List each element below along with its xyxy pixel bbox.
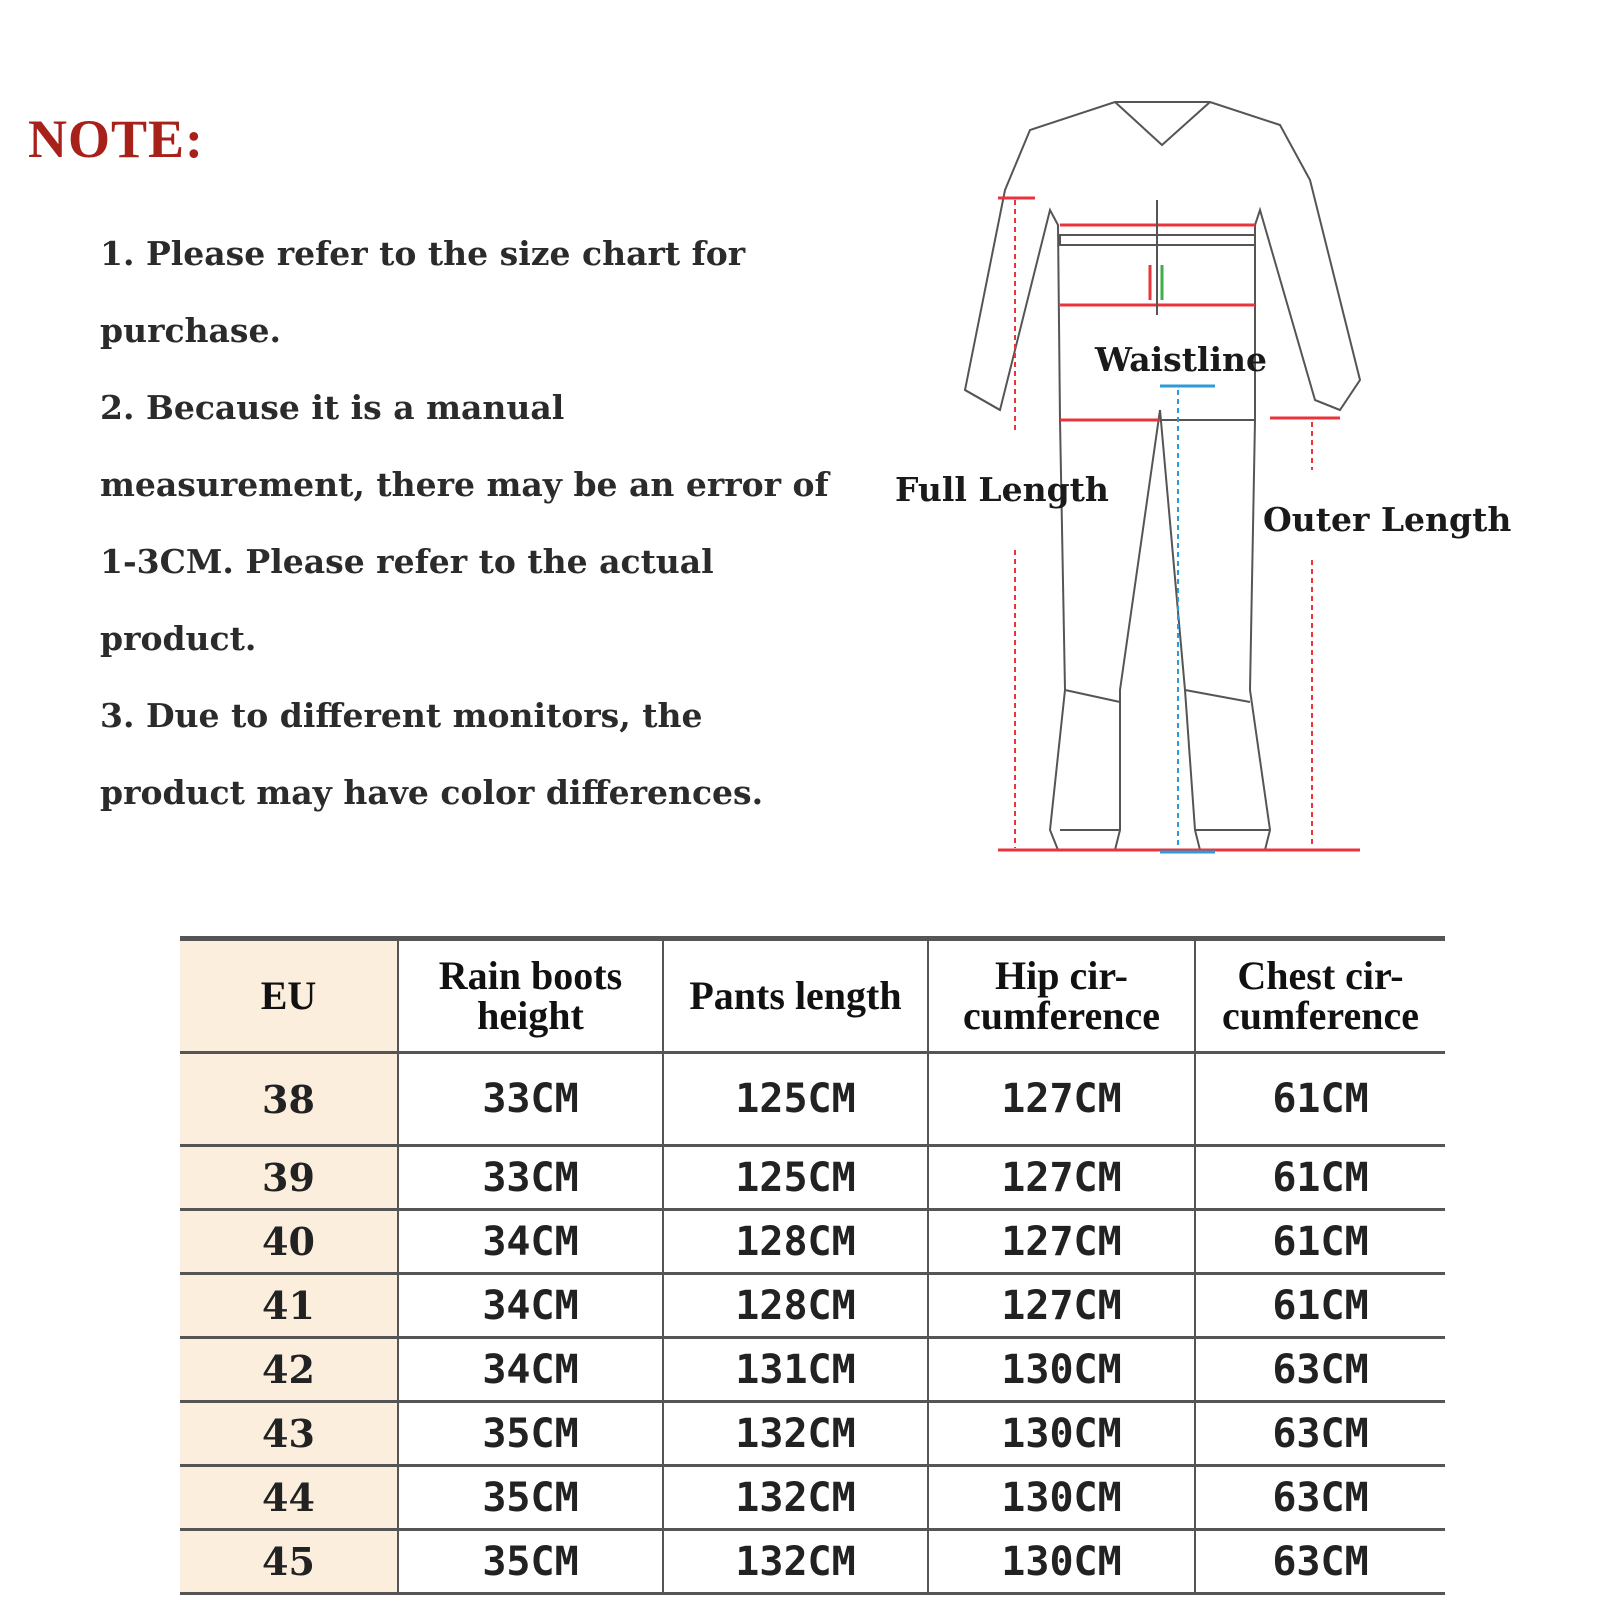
table-row: [180, 1053, 1445, 1146]
size-chart-table: [180, 936, 1445, 1595]
cell-pants: 128CM: [663, 1274, 928, 1338]
cell-chest: 63CM: [1195, 1530, 1445, 1594]
cell-hip: 130CM: [928, 1466, 1195, 1530]
note-title: NOTE:: [28, 109, 205, 169]
cell-hip: 130CM: [928, 1530, 1195, 1594]
cell-pants: 125CM: [663, 1053, 928, 1146]
header-pants-length: Pants length: [663, 939, 928, 1053]
cell-hip: 130CM: [928, 1402, 1195, 1466]
cell-chest: 63CM: [1195, 1466, 1445, 1530]
outer-length-label: Outer Length: [1263, 500, 1512, 539]
cell-eu: 43: [180, 1402, 398, 1466]
note-list: [100, 215, 840, 831]
table-row: [180, 1338, 1445, 1402]
cell-eu: 40: [180, 1210, 398, 1274]
cell-hip: 127CM: [928, 1274, 1195, 1338]
cell-chest: 61CM: [1195, 1274, 1445, 1338]
cell-pants: 132CM: [663, 1530, 928, 1594]
table-header-row: [180, 939, 1445, 1053]
cell-eu: 44: [180, 1466, 398, 1530]
cell-boots: 35CM: [398, 1530, 663, 1594]
note-item-2: 2. Because it is a manual measurement, there may be an error of 1-3CM. Please refer to the actual product.: [100, 388, 829, 658]
full-length-label: Full Length: [895, 470, 1109, 509]
cell-boots: 33CM: [398, 1146, 663, 1210]
cell-chest: 63CM: [1195, 1402, 1445, 1466]
table-row: [180, 1210, 1445, 1274]
cell-boots: 34CM: [398, 1338, 663, 1402]
cell-boots: 34CM: [398, 1210, 663, 1274]
cell-hip: 130CM: [928, 1338, 1195, 1402]
table-row: [180, 1146, 1445, 1210]
cell-eu: 38: [180, 1053, 398, 1146]
cell-eu: 39: [180, 1146, 398, 1210]
cell-eu: 41: [180, 1274, 398, 1338]
note-item-3: 3. Due to different monitors, the product may have color differences.: [100, 696, 764, 812]
cell-boots: 33CM: [398, 1053, 663, 1146]
cell-hip: 127CM: [928, 1053, 1195, 1146]
cell-pants: 131CM: [663, 1338, 928, 1402]
table-row: [180, 1274, 1445, 1338]
cell-boots: 35CM: [398, 1402, 663, 1466]
table-row: [180, 1530, 1445, 1594]
header-chest-circumference: Chest cir-cumference: [1195, 939, 1445, 1053]
cell-chest: 61CM: [1195, 1146, 1445, 1210]
cell-chest: 61CM: [1195, 1053, 1445, 1146]
cell-chest: 61CM: [1195, 1210, 1445, 1274]
wader-measurement-diagram: [870, 90, 1510, 880]
cell-eu: 45: [180, 1530, 398, 1594]
cell-pants: 128CM: [663, 1210, 928, 1274]
header-eu: EU: [180, 939, 398, 1053]
cell-boots: 34CM: [398, 1274, 663, 1338]
header-rain-boots-height: Rain boots height: [398, 939, 663, 1053]
waistline-label: Waistline: [1095, 340, 1267, 379]
cell-pants: 132CM: [663, 1402, 928, 1466]
cell-hip: 127CM: [928, 1146, 1195, 1210]
header-hip-circumference: Hip cir-cumference: [928, 939, 1195, 1053]
table-row: [180, 1466, 1445, 1530]
cell-boots: 35CM: [398, 1466, 663, 1530]
cell-pants: 132CM: [663, 1466, 928, 1530]
cell-eu: 42: [180, 1338, 398, 1402]
cell-chest: 63CM: [1195, 1338, 1445, 1402]
table-row: [180, 1402, 1445, 1466]
cell-pants: 125CM: [663, 1146, 928, 1210]
cell-hip: 127CM: [928, 1210, 1195, 1274]
note-item-1: 1. Please refer to the size chart for purchase.: [100, 234, 746, 350]
